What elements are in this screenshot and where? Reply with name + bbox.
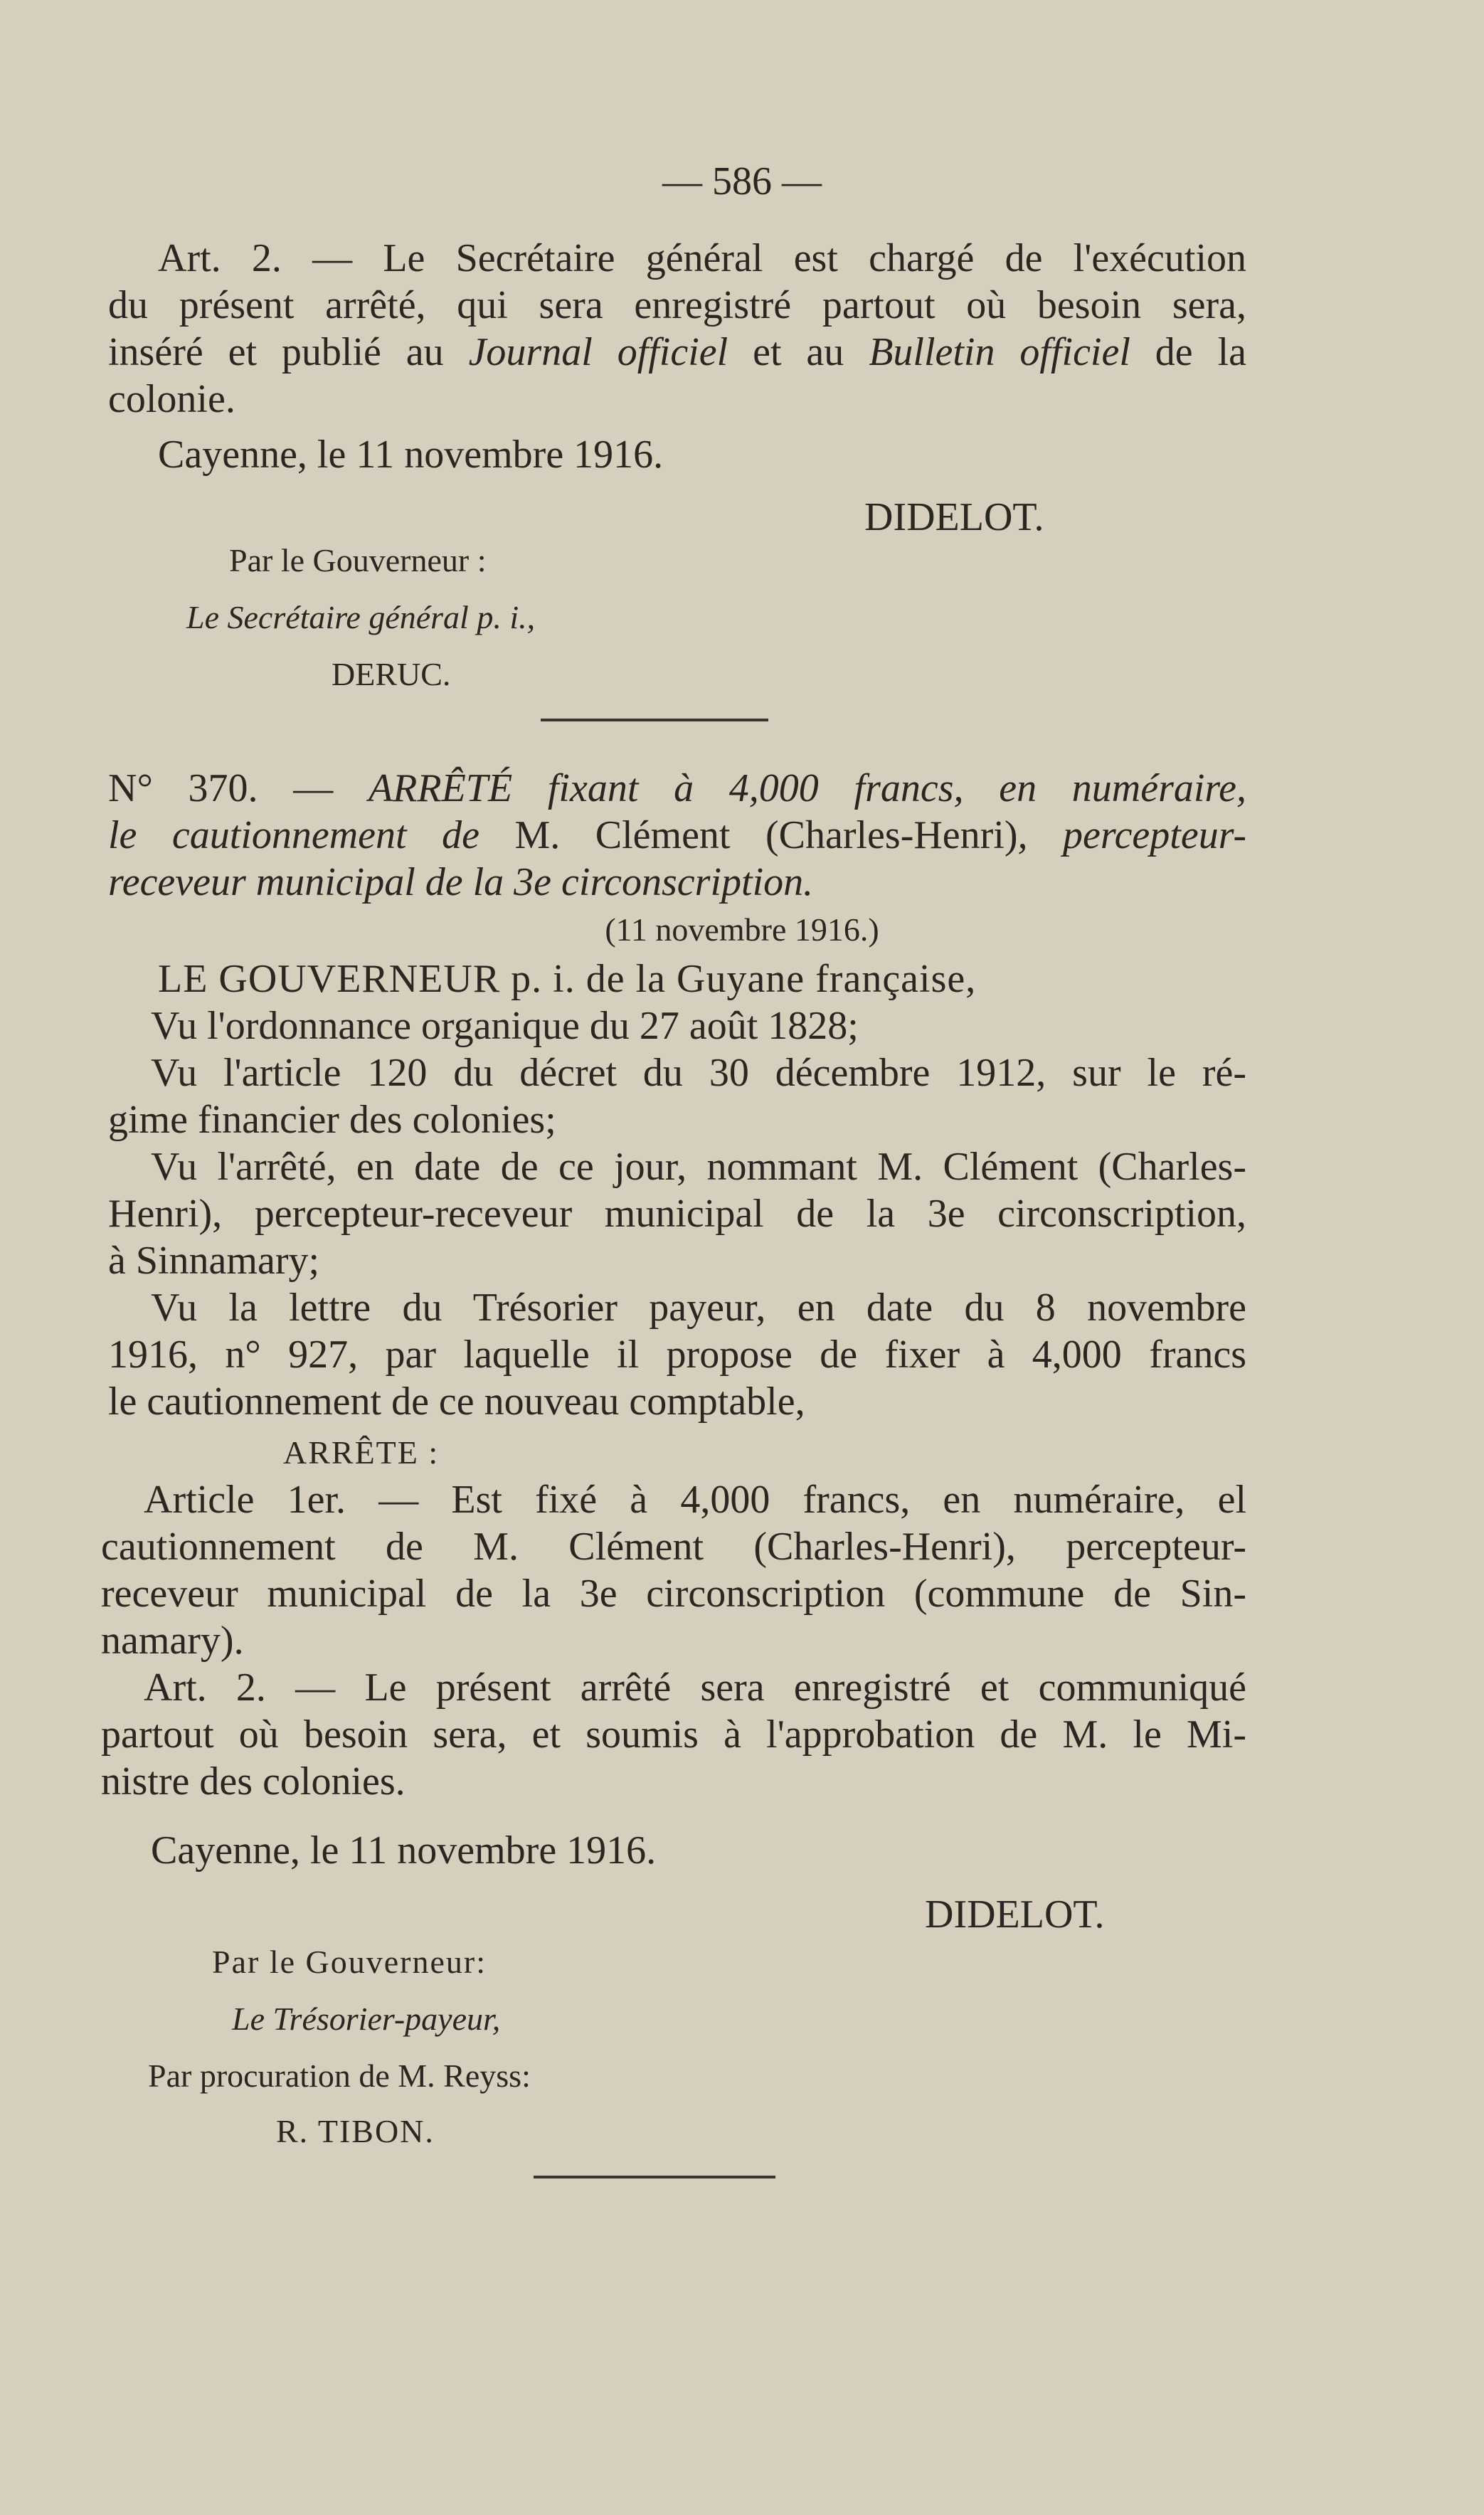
article-2-line: Art. 2. — Le présent arrêté sera enregistré et communiqué	[144, 1666, 1246, 1710]
secretary-title: Le Secrétaire général p. i.,	[186, 599, 536, 635]
decree-heading: le cautionnement de M. Clément (Charles-Henri), percepteur-	[108, 813, 1247, 857]
decree-date: (11 novembre 1916.)	[605, 911, 879, 948]
place-date: Cayenne, le 11 novembre 1916.	[151, 1828, 657, 1873]
intro-governor: LE GOUVERNEUR p. i. de la Guyane française,	[158, 957, 977, 1001]
countersignature: R. TIBON.	[276, 2113, 435, 2149]
separator-rule	[534, 2176, 775, 2178]
considerant: Vu la lettre du Trésorier payeur, en date du 8 novembre	[151, 1286, 1246, 1330]
procuration: Par procuration de M. Reyss:	[148, 2058, 531, 2094]
considerant: le cautionnement de ce nouveau comptable,	[108, 1380, 805, 1424]
considerant: 1916, n° 927, par laquelle il propose de fixer à 4,000 francs	[108, 1333, 1246, 1377]
page-number: — 586 —	[662, 159, 822, 203]
considerant: à Sinnamary;	[108, 1239, 320, 1283]
by-governor: Par le Gouverneur:	[212, 1944, 487, 1980]
article-1-line: Article 1er. — Est fixé à 4,000 francs, en numéraire, el	[144, 1478, 1246, 1522]
decree-heading: receveur municipal de la 3e circonscription.	[108, 860, 814, 904]
considerant: Henri), percepteur-receveur municipal de la 3e circonscription,	[108, 1192, 1246, 1236]
arrete-label: ARRÊTE :	[283, 1434, 440, 1471]
considerant: Vu l'ordonnance organique du 27 août 1828;	[151, 1004, 859, 1048]
countersignature: DERUC.	[332, 656, 451, 692]
decree-heading: N° 370. — ARRÊTÉ fixant à 4,000 francs, en numéraire,	[108, 766, 1246, 810]
signature: DIDELOT.	[925, 1892, 1105, 1937]
article-2-line: inséré et publié au Journal officiel et au Bulletin officiel de la	[108, 330, 1246, 374]
considerant: gime financier des colonies;	[108, 1098, 556, 1142]
article-1-line: receveur municipal de la 3e circonscription (commune de Sin-	[101, 1572, 1246, 1616]
tresorier-title: Le Trésorier-payeur,	[232, 2001, 501, 2037]
considerant: Vu l'article 120 du décret du 30 décembre 1912, sur le ré-	[151, 1051, 1246, 1095]
article-2-line: Art. 2. — Le Secrétaire général est chargé de l'exécution	[158, 236, 1246, 280]
article-1-line: namary).	[101, 1619, 244, 1663]
article-2-line: colonie.	[108, 377, 235, 421]
article-2-line: partout où besoin sera, et soumis à l'approbation de M. le Mi-	[101, 1712, 1246, 1757]
separator-rule	[541, 719, 768, 721]
signature: DIDELOT.	[864, 495, 1044, 539]
article-1-line: cautionnement de M. Clément (Charles-Henri), percepteur-	[101, 1525, 1246, 1569]
considerant: Vu l'arrêté, en date de ce jour, nommant M. Clément (Charles-	[151, 1145, 1246, 1189]
by-governor: Par le Gouverneur :	[229, 542, 487, 578]
article-2-line: nistre des colonies.	[101, 1759, 406, 1804]
place-date: Cayenne, le 11 novembre 1916.	[158, 433, 664, 477]
article-2-line: du présent arrêté, qui sera enregistré partout où besoin sera,	[108, 283, 1246, 327]
